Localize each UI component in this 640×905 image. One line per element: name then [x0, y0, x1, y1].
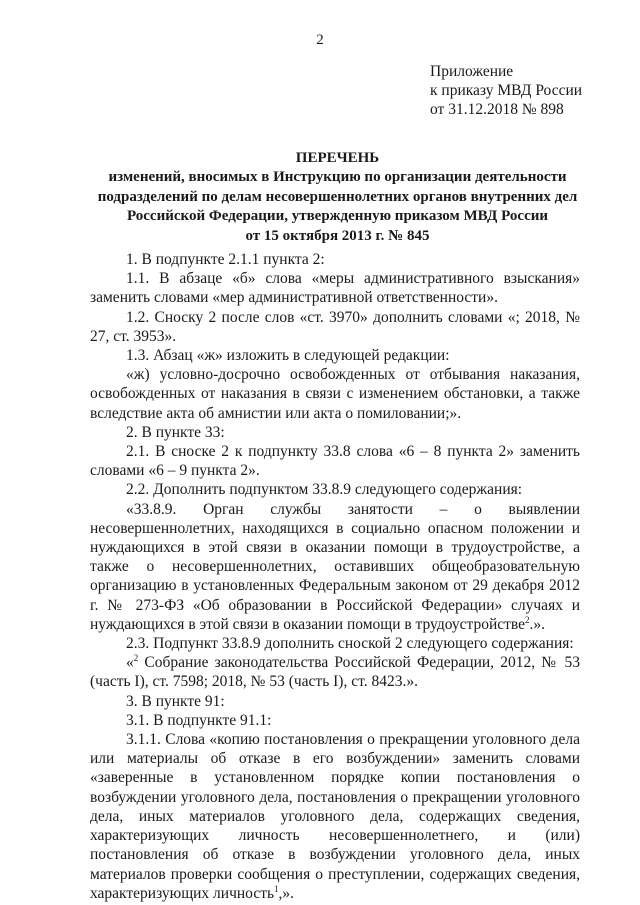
paragraph: 3. В пункте 91:: [126, 692, 225, 710]
subtitle-line: изменений, вносимых в Инструкцию по организации деятельности: [108, 169, 567, 185]
appendix-block: [430, 62, 582, 119]
subtitle-line: Российской Федерации, утвержденную приказом МВД России: [126, 208, 549, 224]
footnote-mark: 2: [525, 614, 530, 625]
paragraph: 1. В подпункте 2.1.1 пункта 2:: [126, 251, 325, 268]
paragraph-text: 3.1.1. Слова «копию постановления о прекращении уголовного дела или материалы об отказе в его возбуждении» заменить словами «заверенные в установленном порядке копии постановления о возбуждении уголовного дела, постановления о прекращении уголовного дела, иных материалов уголовного дела, содержащих сведения, характеризующих личность несовершеннолетнего, и (или) постановления об отказе в возбуждении уголовного дела, иных материалов проверки сообщения о преступлении, содержащих сведения, характеризующих личность: [90, 731, 580, 902]
paragraph-lead: «: [126, 654, 134, 672]
appendix-line: от 31.12.2018 № 898: [430, 101, 564, 118]
paragraph-tail: .».: [529, 615, 546, 633]
paragraph: 2.2. Дополнить подпунктом 33.8.9 следующего содержания:: [126, 481, 523, 499]
paragraph: 2.1. В сноске 2 к подпункту 33.8 слова «6 – 8 пункта 2» заменить словами «6 – 9 пункта 2».: [90, 443, 580, 480]
paragraph: 1.2. Сноску 2 после слов «ст. 3970» дополнить словами «; 2018, № 27, ст. 3953».: [90, 308, 580, 345]
paragraph: 2.3. Подпункт 33.8.9 дополнить сноской 2 следующего содержания:: [126, 635, 574, 653]
document-subtitle: [60, 168, 615, 246]
appendix-line: к приказу МВД России: [430, 82, 583, 99]
paragraph: [90, 730, 580, 903]
document-body: [90, 250, 580, 903]
subtitle-line: от 15 октября 2013 г. № 845: [245, 227, 430, 244]
paragraph-tail: ,».: [278, 884, 295, 902]
paragraph-text: «33.8.9. Орган службы занятости – о выявлении несовершеннолетних, находящихся в социально опасном положении и нуждающихся в этой связи в оказании помощи в трудоустройстве, а также о несовершеннолетних, оставивших общеобразовательную организацию в установленных Федеральным законом от 29 декабря 2012 г. № 273-ФЗ «Об образовании в Российской Федерации» случаях и нуждающихся в этой связи в оказании помощи в трудоустройстве: [90, 500, 580, 633]
paragraph-text: Собрание законодательства Российской Федерации, 2012, № 53 (часть I), ст. 7598; 2018, № 53 (часть I), ст. 8423.».: [90, 654, 581, 691]
footnote-mark: 1: [274, 883, 279, 894]
page-number: 2: [316, 32, 324, 48]
paragraph: 3.1. В подпункте 91.1:: [126, 711, 272, 729]
paragraph: «ж) условно-досрочно освобожденных от отбывания наказания, освобожденных от наказания в связи с изменением обстановки, а также вследствие акта об амнистии или акта о помиловании;».: [90, 366, 580, 422]
footnote-mark: 2: [133, 653, 139, 664]
document-heading: ПЕРЕЧЕНЬ: [295, 150, 380, 166]
subtitle-line: подразделений по делам несовершеннолетних органов внутренних дел: [97, 188, 578, 205]
paragraph: 1.3. Абзац «ж» изложить в следующей редакции:: [126, 347, 450, 365]
paragraph: [90, 500, 580, 634]
appendix-line: Приложение: [430, 63, 514, 80]
paragraph: 1.1. В абзаце «б» слова «меры административного взыскания» заменить словами «мер административной ответственности».: [90, 270, 580, 307]
paragraph: 2. В пункте 33:: [126, 423, 225, 441]
paragraph: [90, 653, 580, 691]
